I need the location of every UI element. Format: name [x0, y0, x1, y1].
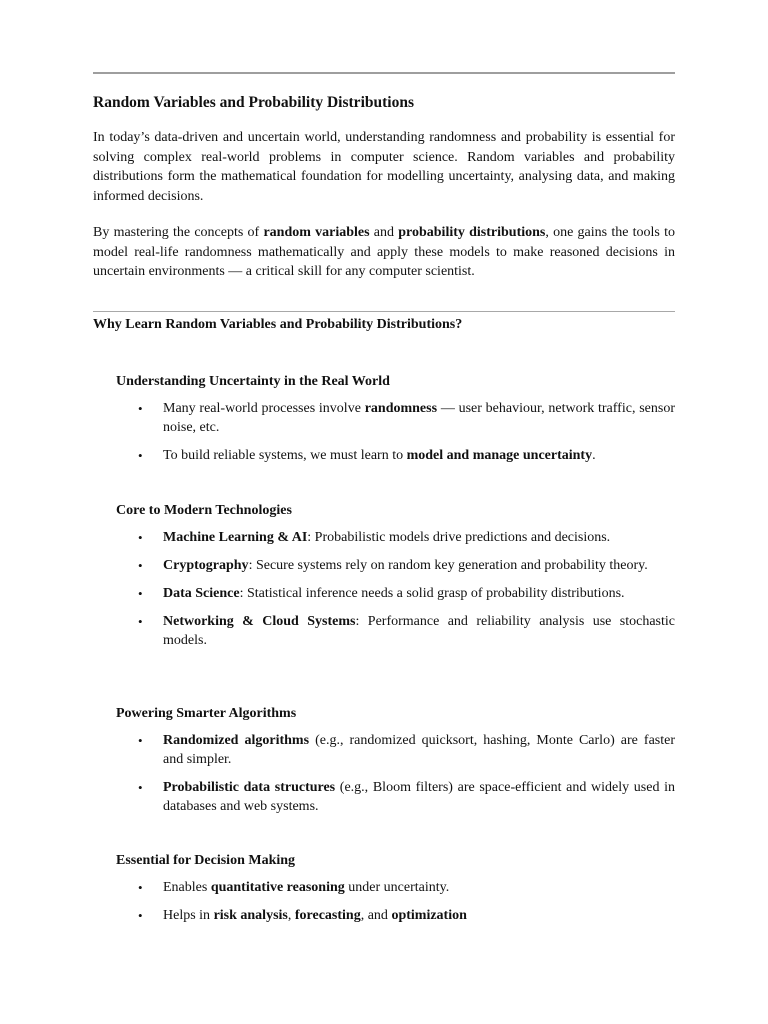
section-heading: Core to Modern Technologies: [116, 503, 292, 518]
item-text: Many real-world processes involve: [163, 401, 365, 416]
why-heading: Why Learn Random Variables and Probability Distributions?: [93, 317, 463, 332]
bullet-list: [116, 399, 675, 465]
bullet-list: [116, 528, 675, 650]
item-bold: Machine Learning & AI: [163, 530, 308, 545]
item-text: Helps in: [163, 908, 214, 923]
intro-paragraph-2: [93, 223, 675, 282]
list-item: [116, 584, 675, 603]
item-text: : Statistical inference needs a solid grasp of probability distributions.: [239, 586, 625, 601]
list-item: [116, 399, 675, 437]
list-item: [116, 906, 675, 925]
section-heading: Understanding Uncertainty in the Real World: [116, 374, 390, 389]
item-text: — user behaviour, network traffic, sensor noise, etc.: [163, 401, 675, 435]
item-text: , and: [360, 908, 392, 923]
item-text: : Secure systems rely on random key generation and probability theory.: [248, 558, 648, 573]
item-text: (e.g., Bloom filters) are space-efficient and widely used in databases and web systems.: [163, 780, 676, 814]
section-core-technologies: [116, 501, 675, 659]
list-item: [116, 528, 675, 547]
top-divider: [93, 72, 675, 74]
bullet-list: [116, 731, 675, 816]
list-item: [116, 878, 675, 897]
intro-paragraph-1: In today’s data-driven and uncertain world, understanding randomness and probability is essential for solving complex real-world problems in computer science. Random variables and probability distributions form the mathematical foundation for modelling uncertainty, analysing data, and making informed decisions.: [93, 130, 675, 204]
item-text: To build reliable systems, we must learn to: [163, 448, 407, 463]
item-text: Enables: [163, 880, 211, 895]
item-text: .: [592, 448, 596, 463]
section-heading: Essential for Decision Making: [116, 853, 296, 868]
section-decision-making: [116, 851, 675, 934]
list-item: [116, 778, 675, 816]
list-item: [116, 612, 675, 650]
list-item: [116, 446, 675, 465]
para2-text: By mastering the concepts of: [93, 225, 264, 240]
page-title: Random Variables and Probability Distributions: [93, 94, 414, 111]
item-text: : Probabilistic models drive predictions and decisions.: [307, 530, 611, 545]
item-bold: Randomized algorithms: [163, 733, 310, 748]
item-bold: randomness: [364, 401, 438, 416]
item-bold: forecasting: [294, 908, 361, 923]
section-algorithms: [116, 704, 675, 825]
bullet-list: [116, 878, 675, 925]
list-item: [116, 556, 675, 575]
item-bold: quantitative reasoning: [210, 880, 345, 895]
item-text: (e.g., randomized quicksort, hashing, Monte Carlo) are faster and simpler.: [163, 733, 675, 767]
section-heading: Powering Smarter Algorithms: [116, 706, 297, 721]
para2-text: , one gains the tools to model real-life randomness mathematically and apply these models to make reasoned decisions in uncertain environments — a critical skill for any computer scientist.: [93, 225, 675, 279]
item-bold: risk analysis: [213, 908, 288, 923]
list-item: [116, 731, 675, 769]
item-bold: Data Science: [163, 586, 240, 601]
para2-text: and: [369, 225, 399, 240]
para2-bold: random variables: [263, 225, 370, 240]
item-bold: model and manage uncertainty: [406, 448, 593, 463]
item-text: ,: [287, 908, 295, 923]
item-text: under uncertainty.: [344, 880, 450, 895]
item-bold: Networking & Cloud Systems: [163, 614, 356, 629]
item-bold: Probabilistic data structures: [163, 780, 336, 795]
section-divider: [93, 311, 675, 312]
item-text: : Performance and reliability analysis use stochastic models.: [163, 614, 675, 648]
section-uncertainty: [116, 372, 675, 474]
item-bold: optimization: [391, 908, 467, 923]
item-bold: Cryptography: [163, 558, 249, 573]
para2-bold: probability distributions: [398, 225, 546, 240]
